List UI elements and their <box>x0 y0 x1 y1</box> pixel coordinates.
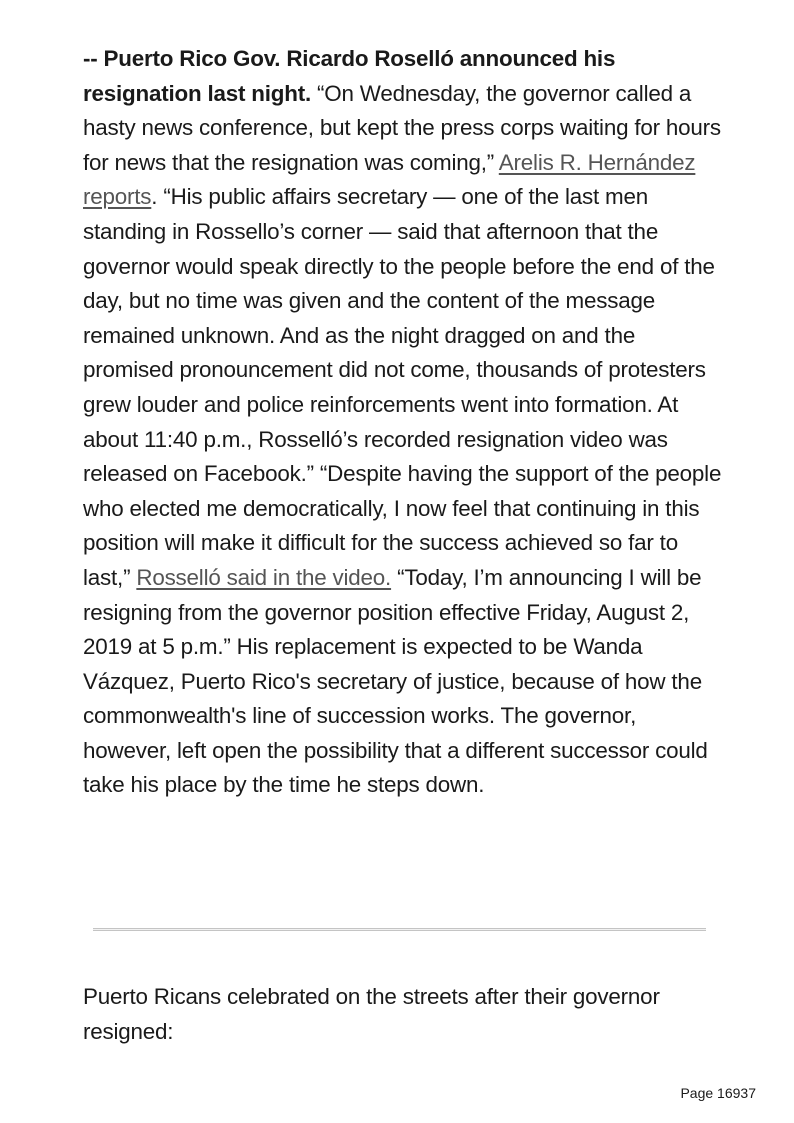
article-text-2: . “His public affairs secretary — one of the last men standing in Rossello’s corner — said that afternoon that the governor would speak directly to the people before the end of the day, but no time was given and the content of the message remained unknown. And as the night dragged on and the promised pronouncement did not come, thousands of protesters grew louder and police reinforcements went into formation. At about 11:40 p.m., Rosselló’s recorded resignation video was released on Facebook.” “Despite having the support of the people who elected me democratically, I now feel that continuing in this position will make it difficult for the success achieved so far to last,” <box>83 184 722 590</box>
reporter-link[interactable]: Arelis R. Hernández reports <box>83 149 696 210</box>
page-number: Page 16937 <box>680 1085 756 1101</box>
followup-text: Puerto Ricans celebrated on the streets after their governor resigned: <box>83 984 660 1044</box>
video-link[interactable]: Rosselló said in the video. <box>136 564 392 590</box>
article-text-1: “On Wednesday, the governor called a hasty news conference, but kept the press corps waiting for hours for news that the resignation was coming,” <box>83 80 721 175</box>
article-paragraph <box>83 42 723 803</box>
section-divider <box>93 928 706 931</box>
article-text-3: “Today, I’m announcing I will be resigning from the governor position effective Friday, August 2, 2019 at 5 p.m.” His replacement is expected to be Wanda Vázquez, Puerto Rico's secretary of justice, because of how the commonwealth's line of succession works. The governor, however, left open the possibility that a different successor could take his place by the time he steps down. <box>83 564 708 798</box>
article-body <box>83 42 723 803</box>
lead-headline: -- Puerto Rico Gov. Ricardo Roselló announced his resignation last night. <box>83 46 616 106</box>
